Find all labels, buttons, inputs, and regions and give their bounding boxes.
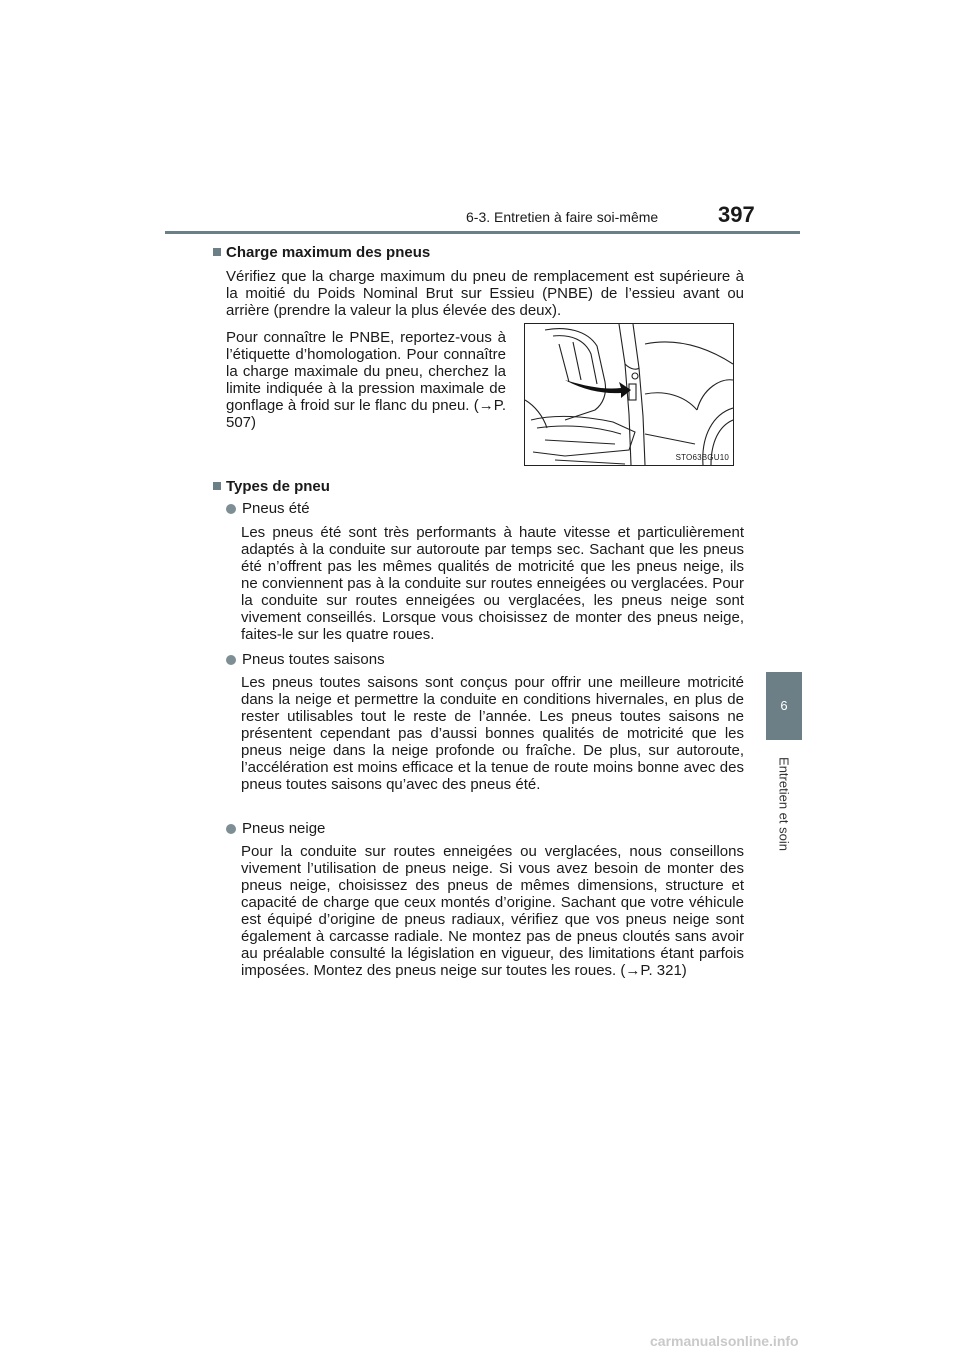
bullet-label: Pneus été (242, 500, 310, 517)
all-season-tires-text: Les pneus toutes saisons sont conçus pour offrir une meilleure motricité dans la neige et permettre la conduite en conditions hivernales, en plus de rester utilisables tout le reste de l’année. Les pneus toutes saisons ne présentent cependant pas d’aussi bonnes qualités de motricité que les pneus neige dans la neige profonde ou fraîche. De plus, sur autoroute, l’accélération est moins efficace et la tenue de route moins bonne avec des pneus toutes saisons qu’avec des pneus été. (241, 674, 744, 793)
bullet-snow-tires (226, 820, 325, 837)
square-bullet-icon (213, 482, 221, 490)
max-load-note: Pour connaître le PNBE, reportez-vous à l’étiquette d’homologation. Pour connaître la charge maximale du pneu, cherchez la limite indiquée à la pression maximale de gonflage à froid sur le flanc du pneu. (→P. 507) (226, 329, 506, 431)
bullet-summer-tires (226, 500, 310, 517)
section-heading: 6-3. Entretien à faire soi-même (466, 209, 659, 225)
circle-bullet-icon (226, 824, 236, 834)
max-load-intro: Vérifiez que la charge maximum du pneu de remplacement est supérieure à la moitié du Poids Nominal Brut sur Essieu (PNBE) de l’essieu avant ou arrière (prendre la valeur la plus élevée des deux). (226, 268, 744, 319)
section-title-max-load (213, 244, 430, 261)
section-title-tire-types (213, 478, 330, 495)
chapter-label-text: Entretien et soin (776, 757, 792, 851)
door-pillar-illustration (525, 324, 733, 465)
square-bullet-icon (213, 248, 221, 256)
chapter-label (766, 744, 802, 864)
summer-tires-text: Les pneus été sont très performants à haute vitesse et particulièrement adaptés à la conduite sur autoroute par temps sec. Sachant que les pneus été n’offrent pas les mêmes qualités de motricité que les pneus neige, ils ne conviennent pas à la conduite sur routes enneigées ou verglacées. Pour la conduite sur routes enneigées ou verglacées, les pneus neige sont vivement conseillés. Lorsque vous choisissez de monter des pneus neige, faites-le sur les quatre roues. (241, 524, 744, 643)
bullet-all-season-tires (226, 651, 385, 668)
page-number: 397 (718, 202, 755, 227)
watermark: carmanualsonline.info (650, 1333, 799, 1349)
certification-label-figure (524, 323, 734, 466)
bullet-label: Pneus toutes saisons (242, 651, 385, 668)
figure-code: STO63BGU10 (675, 453, 729, 462)
circle-bullet-icon (226, 655, 236, 665)
chapter-tab: 6 (766, 672, 802, 740)
arrow-icon (565, 380, 631, 398)
bullet-label: Pneus neige (242, 820, 326, 837)
snow-tires-text: Pour la conduite sur routes enneigées ou verglacées, nous conseillons vivement l’utilisation de pneus neige. Si vous avez besoin de monter des pneus neige, choisissez des pneus de mêmes dimensions, structure et capacité de charge que ceux montés d’origine. Sachant que votre véhicule est équipé d’origine de pneus radiaux, vérifiez que vos pneus neige sont également à carcasse radiale. Ne montez pas de pneus cloutés sans avoir au préalable consulté la législation en vigueur, des limitations étant parfois imposées. Montez des pneus neige sur toutes les roues. (→P. 321) (241, 843, 744, 979)
section-title-text: Charge maximum des pneus (226, 244, 431, 261)
header-divider (165, 231, 800, 234)
circle-bullet-icon (226, 504, 236, 514)
section-title-text: Types de pneu (226, 478, 330, 495)
